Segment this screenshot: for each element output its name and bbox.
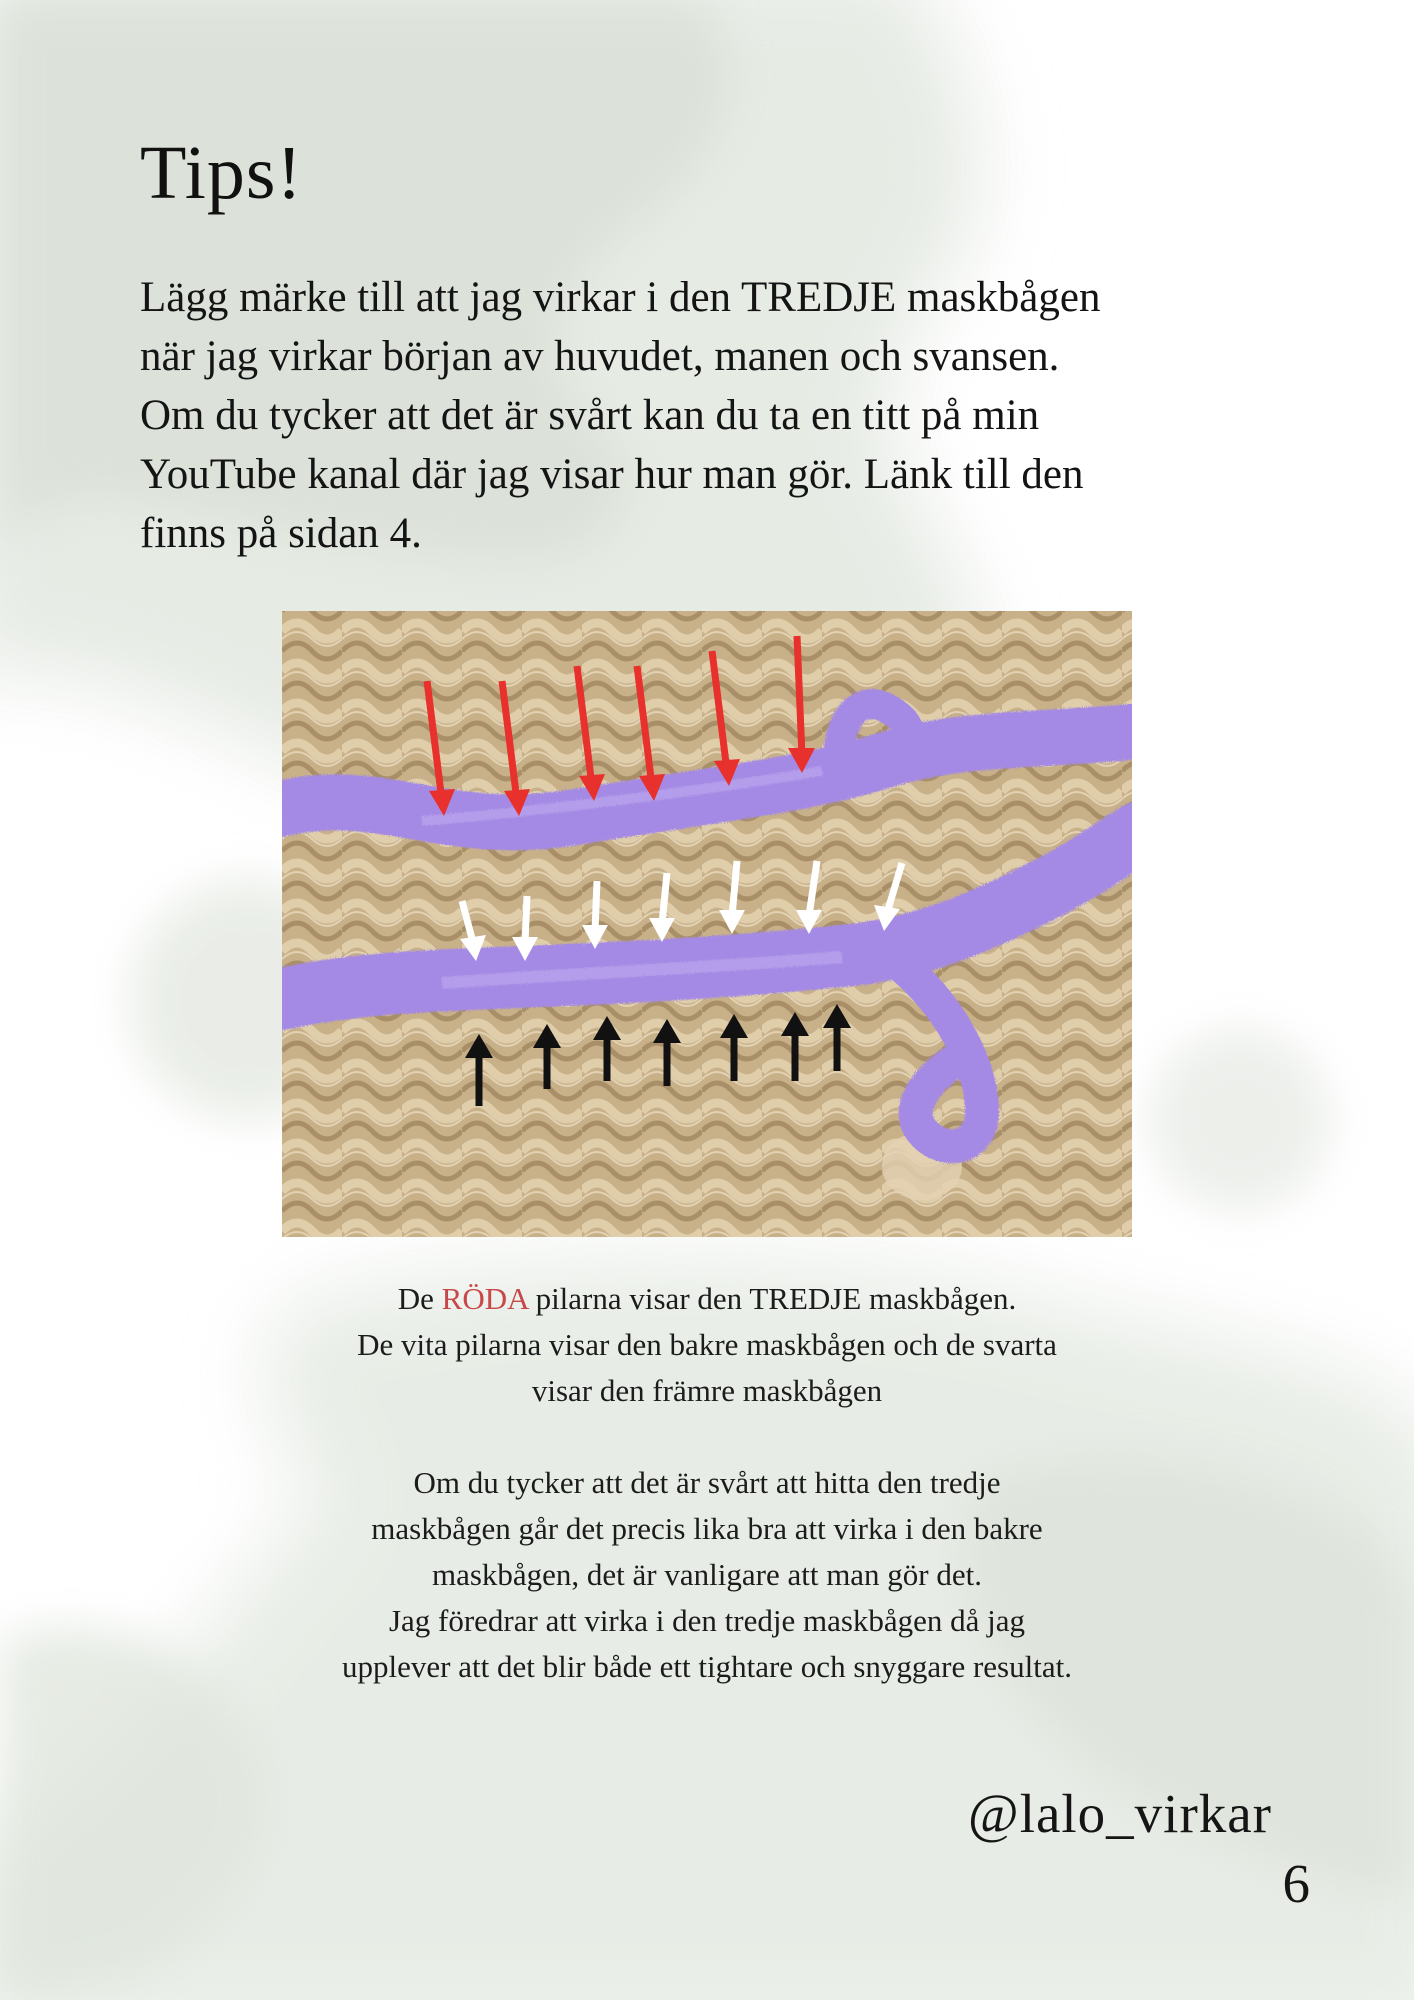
note-line: Jag föredrar att virka i den tredje maskbågen då jag <box>388 1603 1026 1638</box>
note-line: upplever att det blir både ett tightare och snyggare resultat. <box>342 1649 1072 1684</box>
note-line: Om du tycker att det är svårt att hitta den tredje <box>413 1465 1001 1500</box>
intro-line: när jag virkar början av huvudet, manen och svansen. <box>140 333 1060 380</box>
note-line: maskbågen, det är vanligare att man gör det. <box>431 1557 983 1592</box>
crochet-photo <box>282 611 1132 1237</box>
intro-line: Lägg märke till att jag virkar i den TREDJE maskbågen <box>140 274 1101 321</box>
caption-line: visar den främre maskbågen <box>531 1373 883 1408</box>
intro-line: Om du tycker att det är svårt kan du ta en titt på min <box>140 392 1040 439</box>
page-number: 6 <box>1282 1853 1310 1914</box>
caption-line: De vita pilarna visar den bakre maskbågen och de svarta <box>357 1327 1057 1362</box>
red-keyword: RÖDA <box>441 1281 528 1316</box>
intro-paragraph <box>140 268 1260 563</box>
social-handle: @lalo_virkar <box>968 1783 1272 1844</box>
note-line: maskbågen går det precis lika bra att virka i den bakre <box>371 1511 1043 1546</box>
photo-caption <box>220 1276 1194 1414</box>
intro-line: YouTube kanal där jag visar hur man gör. Länk till den <box>140 451 1084 498</box>
intro-line: finns på sidan 4. <box>140 510 422 557</box>
page-title: Tips! <box>140 131 303 215</box>
caption-line: De RÖDA pilarna visar den TREDJE maskbågen. <box>397 1281 1017 1316</box>
tip-note <box>200 1460 1214 1690</box>
